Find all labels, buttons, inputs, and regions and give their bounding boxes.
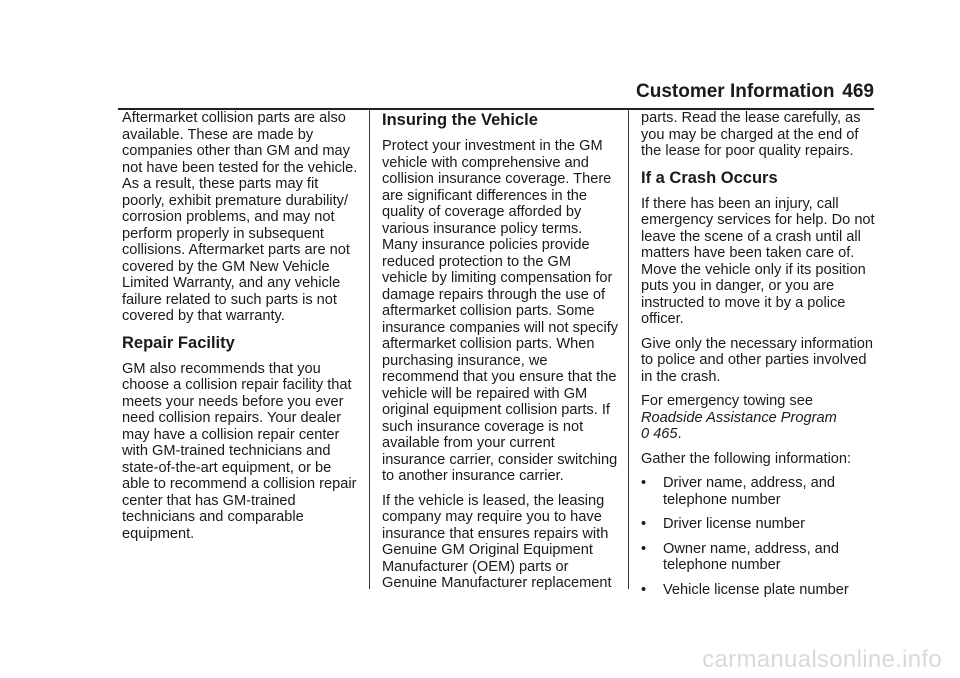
heading-repair-facility: Repair Facility — [122, 333, 235, 352]
paragraph-insurance-coverage: Protect your investment in the GM vehicle with comprehensive and collision insurance coverage. There are significant differences in the quality of coverage afforded by various insurance policy terms. Many insurance policies provide reduced protection to the GM vehicle by limiting compensation for damage repairs through the use of aftermarket collision parts. Some insurance companies will not specify aftermarket collision parts. When purchasing insurance, we recommend that you ensure that the vehicle will be repaired with GM original equipment collision parts. If such insurance coverage is not available from your current insurance carrier, consider switching to another insurance carrier. — [382, 138, 619, 484]
section-title: Customer Information — [636, 81, 835, 102]
paragraph-lease-continued: parts. Read the lease carefully, as you may be charged at the end of the lease for poor quality repairs. — [641, 110, 861, 159]
heading-crash-occurs: If a Crash Occurs — [641, 168, 778, 187]
column-divider-2 — [628, 109, 629, 589]
bullet-icon: • — [641, 581, 647, 598]
page-number: 469 — [842, 81, 874, 102]
paragraph-gather-info: Gather the following information: — [641, 450, 852, 467]
column-3 — [641, 110, 879, 606]
bullet-icon: • — [641, 516, 647, 532]
bullet-icon: • — [641, 475, 647, 491]
list-item: • Driver name, address, and telephone number — [641, 475, 835, 508]
watermark: carmanualsonline.info — [702, 646, 942, 673]
info-bullet-list — [641, 475, 879, 598]
page-reference[interactable] — [641, 426, 678, 442]
towing-lead-text: For emergency towing see — [641, 393, 813, 409]
heading-insuring-vehicle: Insuring the Vehicle — [382, 111, 538, 129]
paragraph-leased-vehicle: If the vehicle is leased, the leasing company may require you to have insurance that ensures repairs with Genuine GM Original Equipment Manufacturer (OEM) parts or Genuine Manufacturer replacement — [382, 492, 612, 591]
paragraph-aftermarket-parts: Aftermarket collision parts are also available. These are made by companies other than GM and may not have been tested for the vehicle. As a result, these parts may fit poorly, exhibit premature durability/ corrosion problems, and may not perform properly in subsequent collisions. Aftermarket parts are not covered by the GM New Vehicle Limited Warranty, and any vehicle failure related to such parts is not covered by that warranty. — [122, 110, 358, 324]
paragraph-repair-facility: GM also recommends that you choose a collision repair facility that meets your needs before you ever need collision repairs. Your dealer may have a collision repair center with GM-trained technicians and state-of-the-art equipment, or be able to recommend a collision repair center that has GM-trained technicians and comparable equipment. — [122, 360, 357, 542]
list-item: • Owner name, address, and telephone number — [641, 540, 840, 573]
paragraph-police-info: Give only the necessary information to police and other parties involved in the crash. — [641, 335, 873, 385]
bullet-icon: • — [641, 540, 647, 557]
paragraph-towing — [641, 393, 879, 443]
page-header — [636, 80, 874, 104]
paragraph-crash-instructions: If there has been an injury, call emergency services for help. Do not leave the scene of a crash until all matters have been taken care of. Move the vehicle only if its position puts you in danger, or you are instructed to move it by a police officer. — [641, 195, 875, 327]
list-item: • Driver license number — [641, 516, 805, 532]
page-ref-number: 465 — [653, 426, 678, 442]
column-2 — [382, 110, 620, 600]
page-ref-icon: 0 — [641, 426, 650, 442]
column-divider-1 — [369, 109, 370, 589]
roadside-assistance-link[interactable]: Roadside Assistance Program — [641, 409, 837, 426]
column-1 — [122, 110, 362, 550]
list-item: • Vehicle license plate number — [641, 581, 849, 598]
towing-end-punct: . — [677, 426, 682, 442]
